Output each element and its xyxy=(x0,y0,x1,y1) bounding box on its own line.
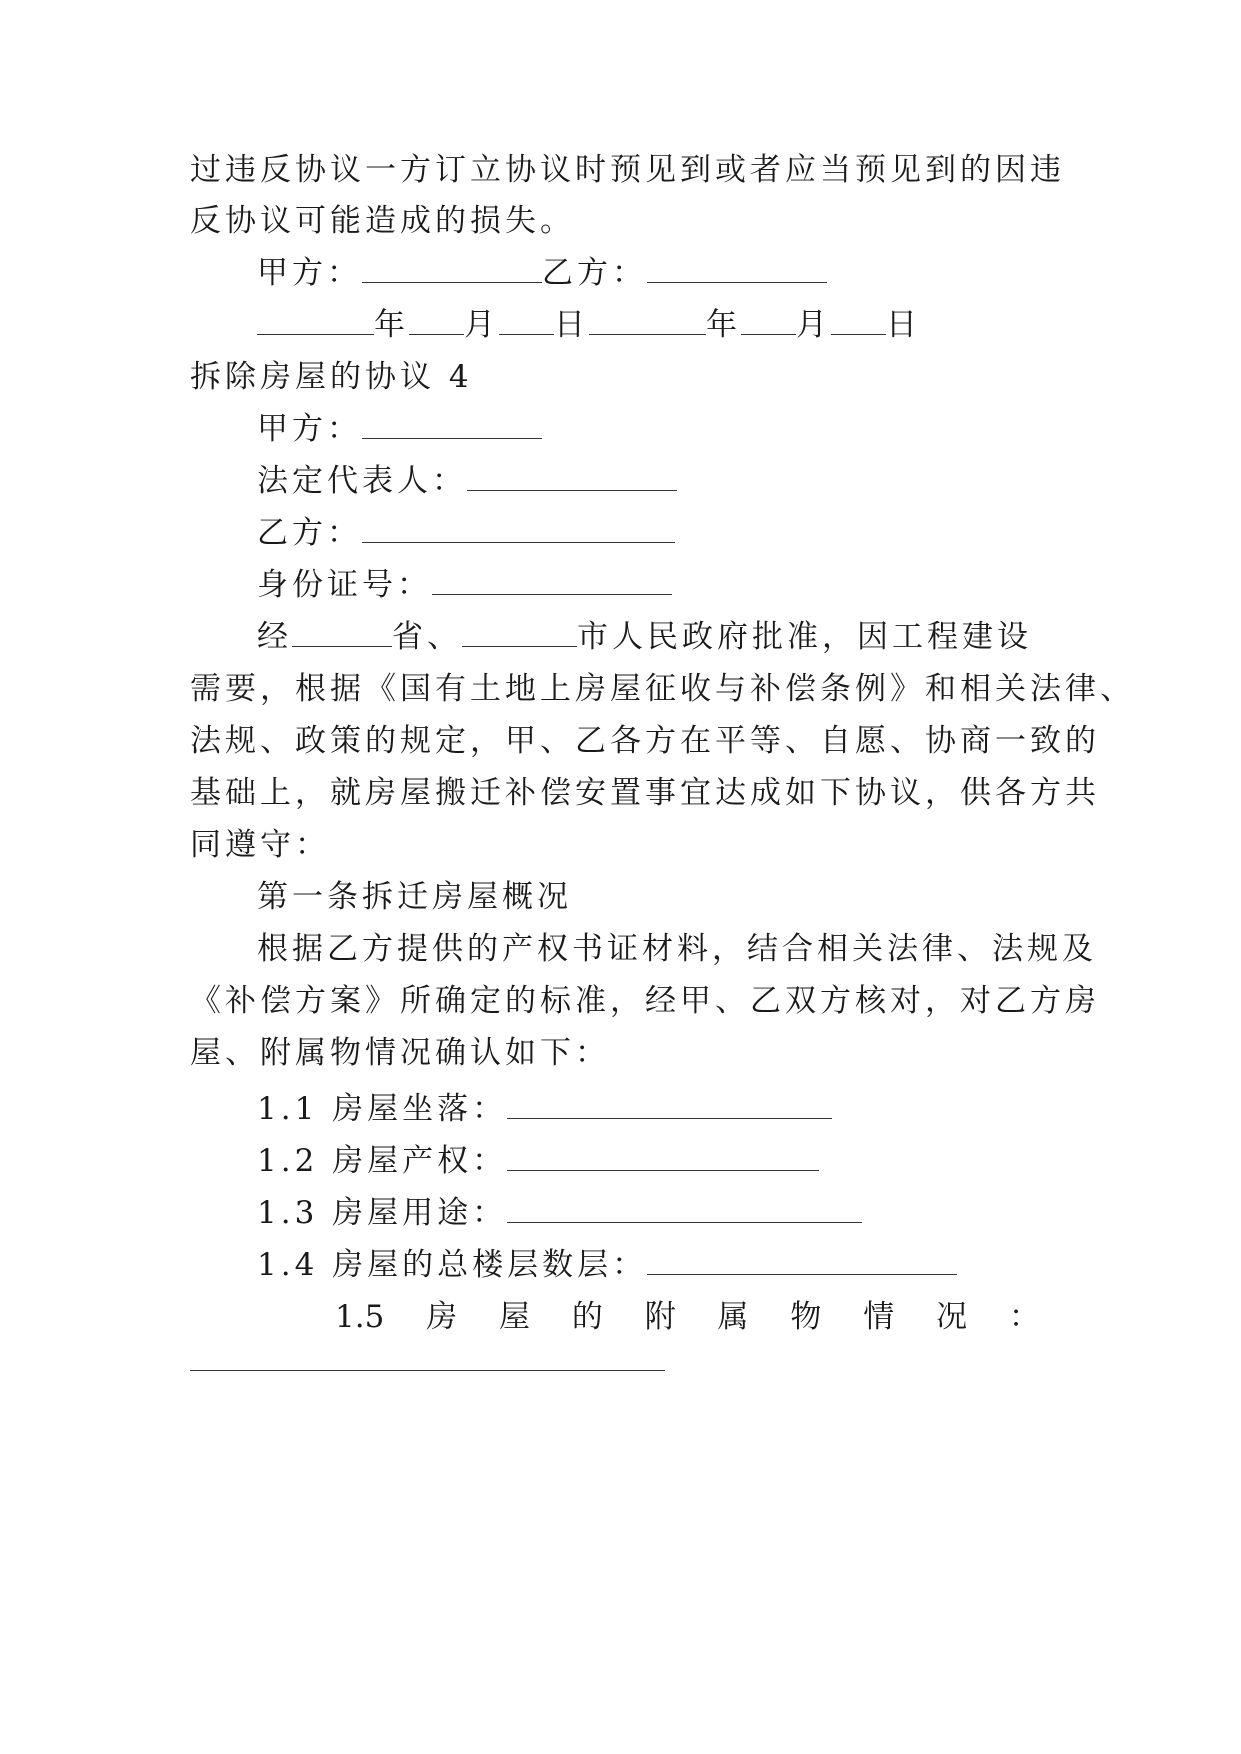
item-1-5-blank xyxy=(190,1370,665,1371)
item-char: 房 xyxy=(426,1299,458,1335)
party-a-label: 甲方： xyxy=(257,255,362,291)
year-blank xyxy=(589,308,706,335)
field-blank xyxy=(467,464,677,491)
field-party-a xyxy=(257,409,1117,449)
field-label: 甲方： xyxy=(257,411,362,447)
item-blank xyxy=(507,1144,819,1171)
item-char: 1.5 xyxy=(335,1299,385,1335)
item-blank xyxy=(507,1196,862,1223)
year-label: 年 xyxy=(706,307,741,343)
year-blank xyxy=(257,308,374,335)
text-span: 经 xyxy=(257,619,292,655)
item-blank xyxy=(647,1248,957,1275)
city-blank xyxy=(462,620,577,647)
paragraph-line: 基础上，就房屋搬迁补偿安置事宜达成如下协议，供各方共 xyxy=(190,775,1100,811)
paragraph-line: 法规、政策的规定，甲、乙各方在平等、自愿、协商一致的 xyxy=(190,723,1100,759)
month-label: 月 xyxy=(796,307,831,343)
item-label: 1.4 房屋的总楼层数层： xyxy=(257,1247,648,1283)
item-label: 1.1 房屋坐落： xyxy=(257,1091,508,1127)
field-blank xyxy=(432,568,672,595)
party-a-blank xyxy=(362,256,542,283)
province-blank xyxy=(292,620,392,647)
day-label: 日 xyxy=(554,307,589,343)
paragraph-line: 需要，根据《国有土地上房屋征收与补偿条例》和相关法律、 xyxy=(190,671,1135,707)
party-b-label: 乙方： xyxy=(542,255,647,291)
item-1-3 xyxy=(257,1193,1117,1233)
item-1-2 xyxy=(257,1141,1117,1181)
signature-line xyxy=(257,253,1117,293)
section-heading: 拆除房屋的协议 4 xyxy=(190,359,473,395)
month-blank xyxy=(741,308,796,335)
item-char: 物 xyxy=(790,1299,822,1335)
paragraph-line xyxy=(257,617,1117,657)
day-blank xyxy=(831,308,886,335)
item-1-5 xyxy=(335,1297,1040,1337)
field-label: 身份证号： xyxy=(257,567,432,603)
field-legal-rep xyxy=(257,461,1117,501)
item-1-1 xyxy=(257,1089,1117,1129)
month-label: 月 xyxy=(464,307,499,343)
text-span: 省、 xyxy=(392,619,462,655)
item-label: 1.2 房屋产权： xyxy=(257,1143,508,1179)
item-label: 1.3 房屋用途： xyxy=(257,1195,508,1231)
item-char: 附 xyxy=(644,1299,676,1335)
field-label: 乙方： xyxy=(257,515,362,551)
item-char: 属 xyxy=(717,1299,749,1335)
paragraph-line: 屋、附属物情况确认如下： xyxy=(190,1035,610,1071)
field-id-number xyxy=(257,565,1117,605)
text-span: 市人民政府批准，因工程建设 xyxy=(577,619,1032,655)
paragraph-line: 根据乙方提供的产权书证材料，结合相关法律、法规及 xyxy=(257,931,1097,967)
month-blank xyxy=(409,308,464,335)
year-label: 年 xyxy=(374,307,409,343)
item-char: ： xyxy=(1008,1299,1040,1335)
item-char: 屋 xyxy=(499,1299,530,1335)
item-blank xyxy=(507,1092,832,1119)
item-char: 况 xyxy=(936,1299,968,1335)
paragraph-line: 同遵守： xyxy=(190,827,330,863)
day-blank xyxy=(499,308,554,335)
field-blank xyxy=(362,412,542,439)
paragraph-line: 《补偿方案》所确定的标准，经甲、乙双方核对，对乙方房 xyxy=(190,983,1100,1019)
item-char: 情 xyxy=(863,1299,895,1335)
paragraph-line: 反协议可能造成的损失。 xyxy=(190,203,575,239)
field-blank xyxy=(362,516,675,543)
day-label: 日 xyxy=(886,307,921,343)
field-label: 法定代表人： xyxy=(257,463,467,499)
date-line xyxy=(257,305,1117,345)
field-party-b xyxy=(257,513,1117,553)
party-b-blank xyxy=(647,256,827,283)
paragraph-line: 过违反协议一方订立协议时预见到或者应当预见到的因违 xyxy=(190,152,1065,188)
article-heading: 第一条拆迁房屋概况 xyxy=(257,879,572,915)
item-char: 的 xyxy=(571,1299,603,1335)
item-1-4 xyxy=(257,1245,1117,1285)
